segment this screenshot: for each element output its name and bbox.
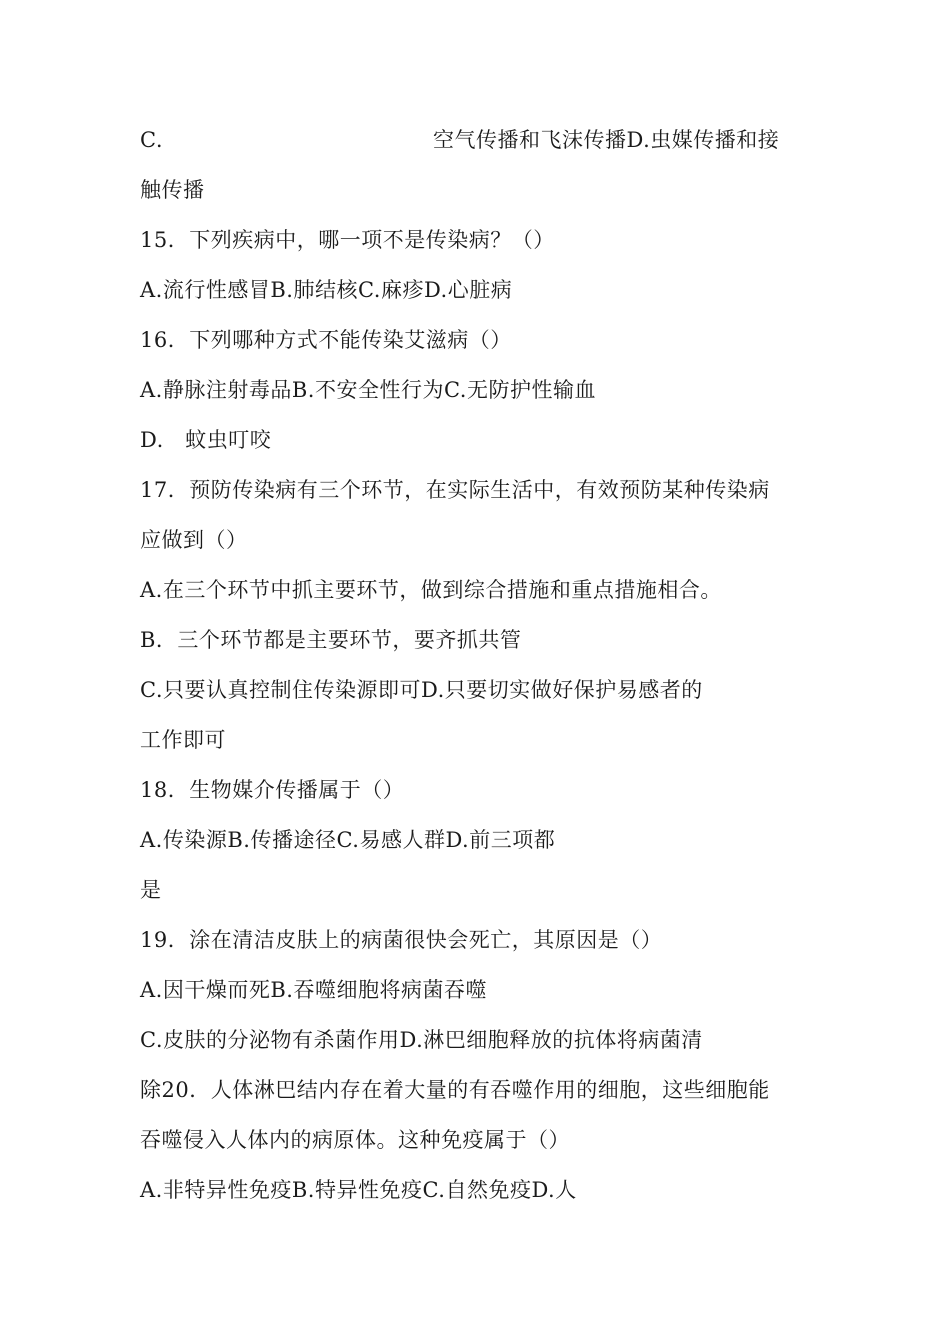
question-17-options-cd: C.只要认真控制住传染源即可D.只要切实做好保护易感者的 [140,678,703,702]
question-17-option-b: B．三个环节都是主要环节，要齐抓共管 [140,628,522,652]
question-18-options: A.传染源B.传播途径C.易感人群D.前三项都 [140,828,556,852]
question-16: 16．下列哪种方式不能传染艾滋病（） [140,328,512,352]
option-c-text: 空气传播和飞沫传播D.虫媒传播和接 [433,128,780,152]
question-20-cont: 吞噬侵入人体内的病原体。这种免疫属于（） [140,1128,570,1152]
question-16-option-d: D. 蚊虫叮咬 [140,428,272,452]
option-c-label: C. [140,128,163,152]
text-line [140,127,779,153]
question-19-options-ab: A.因干燥而死B.吞噬细胞将病菌吞噬 [140,978,487,1002]
question-15: 15．下列疾病中，哪一项不是传染病？（） [140,228,555,252]
question-19: 19．涂在清洁皮肤上的病菌很快会死亡，其原因是（） [140,928,663,952]
question-20-options: A.非特异性免疫B.特异性免疫C.自然免疫D.人 [140,1178,577,1202]
question-17-option-a: A.在三个环节中抓主要环节，做到综合措施和重点措施相合。 [140,578,722,602]
question-16-options: A.静脉注射毒品B.不安全性行为C.无防护性输血 [140,378,596,402]
text-line: 触传播 [140,178,205,202]
question-17-options-cd-cont: 工作即可 [140,728,226,752]
question-19-options-cd: C.皮肤的分泌物有杀菌作用D.淋巴细胞释放的抗体将病菌清 [140,1028,703,1052]
question-18-options-cont: 是 [140,878,162,902]
question-17: 17．预防传染病有三个环节，在实际生活中，有效预防某种传染病 [140,478,770,502]
question-18: 18．生物媒介传播属于（） [140,778,405,802]
question-20: 除20．人体淋巴结内存在着大量的有吞噬作用的细胞，这些细胞能 [140,1078,770,1102]
question-17-cont: 应做到（） [140,528,248,552]
question-15-options: A.流行性感冒B.肺结核C.麻疹D.心脏病 [140,278,513,302]
